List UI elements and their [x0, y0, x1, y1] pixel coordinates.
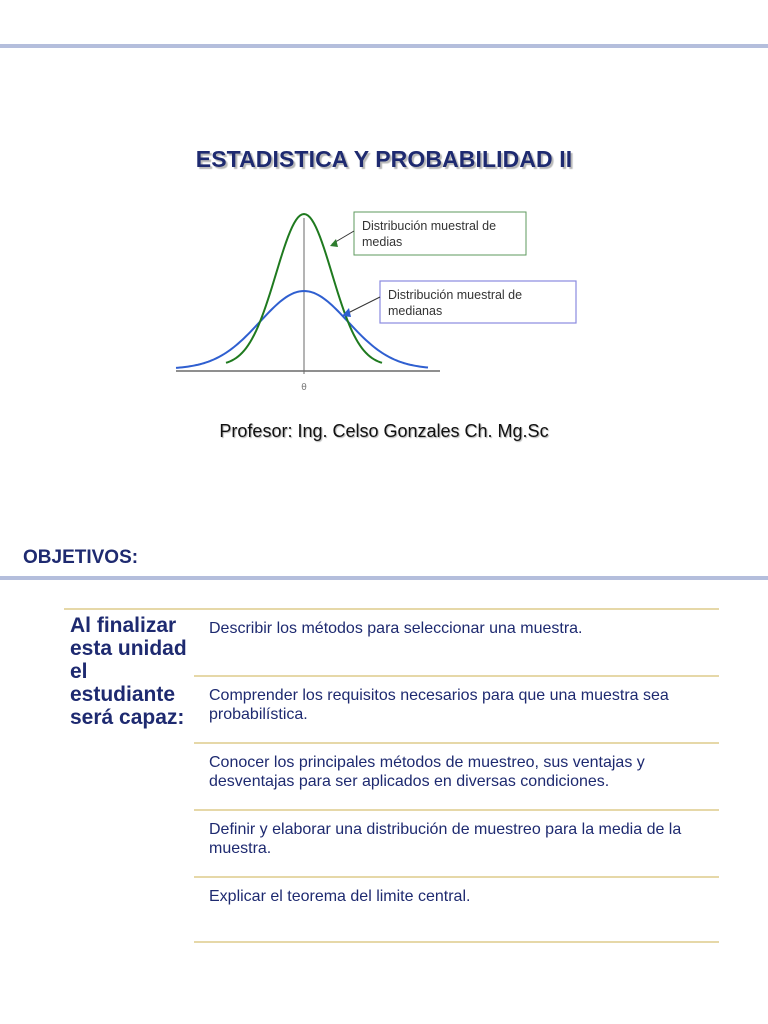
medians-label-line2: medianas: [388, 304, 443, 318]
objectives-divider: [0, 576, 768, 580]
objectives-heading: OBJETIVOS:: [23, 547, 139, 568]
top-divider: [0, 44, 768, 48]
objective-item: Explicar el teorema del limite central.: [194, 876, 719, 943]
theta-label: θ: [301, 383, 307, 393]
means-pointer-arrow: [330, 239, 338, 247]
means-label-line2: medias: [362, 235, 403, 249]
page-title: ESTADISTICA Y PROBABILIDAD II: [195, 146, 573, 172]
medians-pointer-line: [348, 297, 380, 313]
table-top-line-left: [64, 608, 194, 610]
means-label-line1: Distribución muestral de: [362, 219, 497, 233]
distribution-diagram: [170, 204, 590, 400]
objective-item: Definir y elaborar una distribución de muestreo para la media de la muestra.: [194, 809, 719, 876]
objectives-intro: Al finalizar esta unidad el estudiante será capaz:: [70, 614, 187, 729]
objective-item: Comprender los requisitos necesarios para que una muestra sea probabilística.: [194, 675, 719, 742]
professor-line: Profesor: Ing. Celso Gonzales Ch. Mg.Sc: [219, 421, 549, 441]
objectives-table: [194, 608, 719, 943]
medians-label-line1: Distribución muestral de: [388, 288, 523, 302]
objective-item: Describir los métodos para seleccionar una muestra.: [194, 608, 719, 675]
objective-item: Conocer los principales métodos de muestreo, sus ventajas y desventajas para ser aplicados en diversas condiciones.: [194, 742, 719, 809]
sampling-distribution-figure: [170, 204, 590, 400]
